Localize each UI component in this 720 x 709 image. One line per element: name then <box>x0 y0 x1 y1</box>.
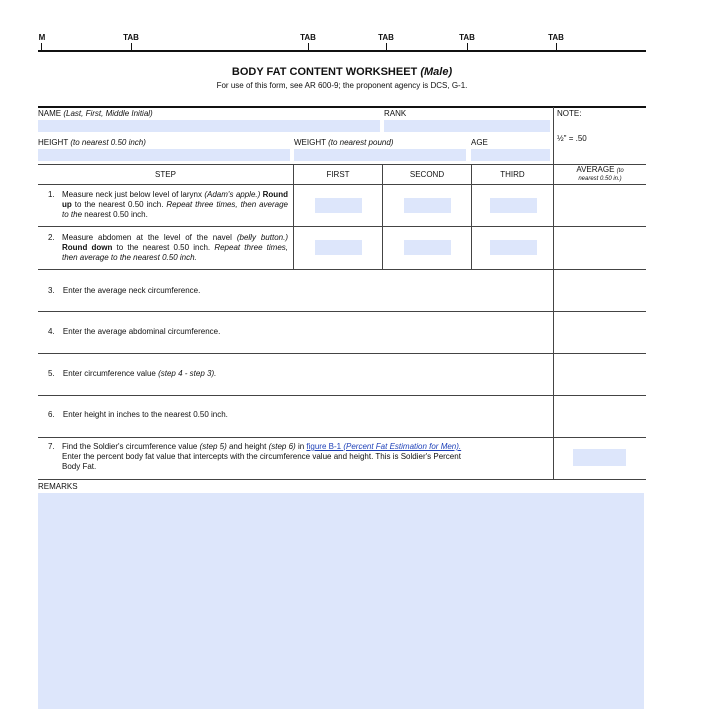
remarks-field[interactable] <box>38 493 644 709</box>
row-rule <box>38 437 646 438</box>
step-7-text-g: Body Fat. <box>62 462 97 471</box>
figure-b1-link-title[interactable]: (Percent Fat Estimation for Men). <box>343 442 462 451</box>
step-number: 6. <box>48 410 55 419</box>
step-1-text-e: to the nearest 0.50 inch. <box>74 200 164 209</box>
abdomen-third-field[interactable] <box>490 240 537 255</box>
height-label-hint: (to nearest 0.50 inch) <box>70 138 146 147</box>
step-7-text-b: (step 5) <box>199 442 227 451</box>
tab-tick <box>467 43 468 50</box>
step-2-text-c: button.) <box>260 233 288 242</box>
name-label-text: NAME <box>38 109 62 118</box>
step-1-text-h: nearest 0.50 inch. <box>84 210 148 219</box>
header-first: FIRST <box>326 170 350 179</box>
form-title-text: BODY FAT CONTENT WORKSHEET <box>231 66 418 78</box>
step-2-text-g: three times, then average to the nearest 0.50 inch. <box>62 243 289 262</box>
step-1-text-f: Repeat <box>166 200 193 209</box>
weight-label-text: WEIGHT <box>294 138 326 147</box>
remarks-label: REMARKS <box>38 482 78 491</box>
name-label-hint: (Last, First, Middle Initial) <box>63 109 153 118</box>
step-1-text-g: three times, then average to the <box>62 200 289 219</box>
height-label <box>38 138 146 148</box>
row-rule <box>38 226 646 227</box>
tab-marker-m: M <box>38 33 46 42</box>
tab-marker: TAB <box>548 33 564 42</box>
row-rule <box>38 395 646 396</box>
table-top-rule <box>38 164 646 165</box>
age-field[interactable] <box>471 149 550 161</box>
weight-label <box>294 138 393 148</box>
header-step: STEP <box>155 170 176 179</box>
form-title <box>0 66 684 78</box>
weight-field[interactable] <box>294 149 466 161</box>
header-average-hint-line2: nearest 0.50 in.) <box>578 176 622 182</box>
step-7 <box>48 442 548 472</box>
rank-label: RANK <box>384 109 407 118</box>
step-5 <box>48 369 216 379</box>
step-number: 4. <box>48 327 55 336</box>
note-value: ½" = .50 <box>557 134 587 143</box>
name-field[interactable] <box>38 120 380 132</box>
name-label <box>38 109 153 119</box>
step-2-text <box>62 233 288 263</box>
tab-tick <box>41 43 42 50</box>
tab-tick <box>131 43 132 50</box>
header-average-hint: (to <box>616 168 624 174</box>
row-rule <box>38 269 646 270</box>
step-5-hint: (step 4 - step 3). <box>158 369 217 378</box>
step-3 <box>48 286 200 296</box>
form-top-rule <box>38 106 646 108</box>
step-2-text-a: Measure abdomen at the level of the navel <box>62 233 232 242</box>
tab-tick <box>386 43 387 50</box>
tab-tick <box>308 43 309 50</box>
step-2 <box>48 233 288 263</box>
form-title-qualifier: (Male) <box>420 66 453 78</box>
tab-ruler-line <box>38 50 646 52</box>
weight-label-hint: (to nearest pound) <box>328 138 394 147</box>
step-7-text-e: in <box>297 442 305 451</box>
tab-marker: TAB <box>459 33 475 42</box>
tab-marker: TAB <box>378 33 394 42</box>
height-field[interactable] <box>38 149 290 161</box>
rank-field[interactable] <box>384 120 550 132</box>
step-number: 3. <box>48 286 55 295</box>
step-5-text: Enter circumference value <box>62 369 156 378</box>
neck-second-field[interactable] <box>404 198 451 213</box>
tab-tick <box>556 43 557 50</box>
note-label: NOTE: <box>557 109 582 118</box>
step-number: 2. <box>48 233 55 242</box>
step-4 <box>48 327 220 337</box>
step-2-text-f: Repeat <box>214 243 241 252</box>
step-2-round-down: Round down <box>62 243 113 252</box>
header-third: THIRD <box>500 170 525 179</box>
tab-marker: TAB <box>123 33 139 42</box>
header-average <box>554 166 646 183</box>
row-rule <box>38 353 646 354</box>
step-7-text-d: (step 6) <box>268 442 296 451</box>
tab-marker: TAB <box>300 33 316 42</box>
note-column-divider <box>553 107 554 479</box>
table-header-rule <box>38 184 646 185</box>
step-number: 7. <box>48 442 55 451</box>
step-2-text-b: (belly <box>236 233 256 242</box>
step-6-text: Enter height in inches to the nearest 0.50 inch. <box>62 410 228 419</box>
height-label-text: HEIGHT <box>38 138 69 147</box>
abdomen-second-field[interactable] <box>404 240 451 255</box>
age-label: AGE <box>471 138 488 147</box>
neck-third-field[interactable] <box>490 198 537 213</box>
figure-b1-link[interactable] <box>306 442 461 451</box>
step-7-text-c: and height <box>228 442 267 451</box>
step-1 <box>48 190 288 220</box>
percent-body-fat-field[interactable] <box>573 449 626 466</box>
step-1-text <box>62 190 288 220</box>
step-number: 1. <box>48 190 55 199</box>
form-subtitle: For use of this form, see AR 600-9; the proponent agency is DCS, G-1. <box>216 81 468 90</box>
step-7-text-a: Find the Soldier's circumference value <box>62 442 198 451</box>
step-1-text-b: (Adam's <box>204 190 234 199</box>
header-average-label: AVERAGE <box>576 165 615 174</box>
row-rule <box>38 311 646 312</box>
step-1-text-c: apple.) <box>235 190 261 199</box>
step-6 <box>48 410 228 420</box>
step-number: 5. <box>48 369 55 378</box>
step-7-text <box>62 442 548 472</box>
step-7-text-f: Enter the percent body fat value that intercepts with the circumference value and height. This is Soldier's Percent <box>62 452 461 461</box>
figure-b1-link-text[interactable]: figure B-1 <box>306 442 342 451</box>
step-2-text-e: to the nearest 0.50 inch. <box>116 243 211 252</box>
header-second: SECOND <box>409 170 445 179</box>
neck-first-field[interactable] <box>315 198 362 213</box>
step-3-text: Enter the average neck circumference. <box>62 286 201 295</box>
step-1-round-up: Round up <box>62 190 288 209</box>
step-1-text-a: Measure neck just below level of larynx <box>62 190 202 199</box>
abdomen-first-field[interactable] <box>315 240 362 255</box>
step-4-text: Enter the average abdominal circumference. <box>62 327 221 336</box>
table-bottom-rule <box>38 479 646 480</box>
